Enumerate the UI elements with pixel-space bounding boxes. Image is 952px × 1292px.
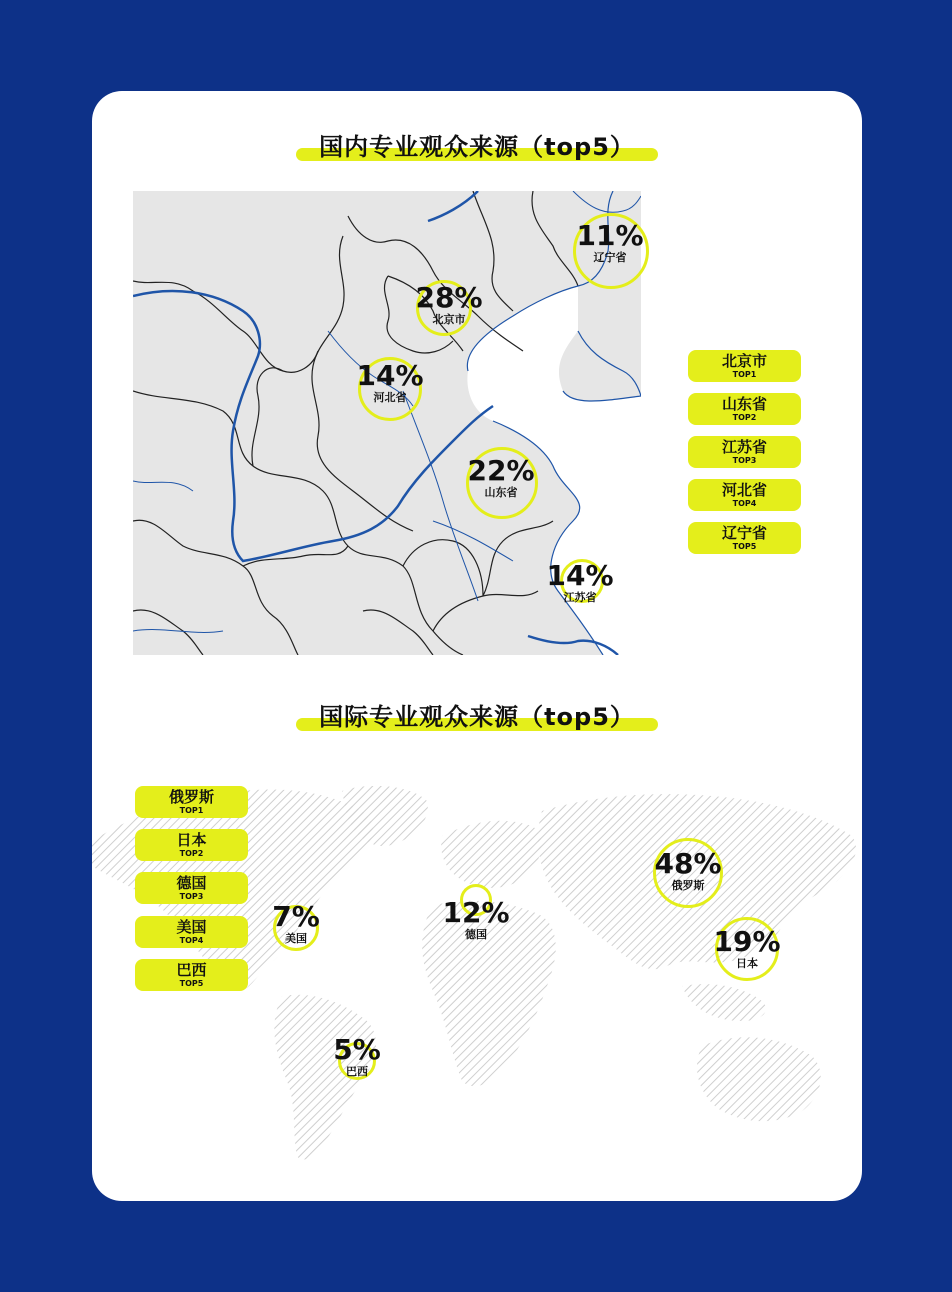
legend-name: 俄罗斯 [168,788,214,806]
marker-usa [246,902,346,945]
legend-name: 德国 [176,874,207,892]
marker-percent: 12% [442,896,510,929]
legend-rank: TOP1 [179,806,204,815]
marker-label: 河北省 [373,391,407,404]
marker-percent: 14% [546,559,614,592]
international-section-title: 国际专业观众来源（top5） [319,703,635,731]
domestic-legend-item-5 [688,522,801,554]
marker-percent: 48% [654,847,722,880]
marker-label: 江苏省 [563,591,597,604]
marker-label: 德国 [465,928,487,941]
domestic-legend-item-1 [688,350,801,382]
legend-name: 巴西 [176,961,207,979]
marker-percent: 22% [467,454,535,487]
legend-rank: TOP1 [732,370,757,379]
marker-beijing [399,283,499,326]
marker-brazil [307,1035,407,1078]
legend-rank: TOP3 [732,456,757,465]
domestic-section-title: 国内专业观众来源（top5） [319,133,635,161]
marker-label: 山东省 [484,486,518,499]
marker-label: 北京市 [432,313,466,326]
marker-russia [638,849,738,892]
legend-name: 日本 [176,831,207,849]
legend-name: 江苏省 [721,438,767,456]
marker-japan [697,927,797,970]
domestic-legend-item-3 [688,436,801,468]
marker-liaoning [560,221,660,264]
marker-percent: 28% [415,281,483,314]
legend-name: 山东省 [721,395,767,413]
legend-rank: TOP2 [179,849,204,858]
intl-legend-item-4 [135,916,248,948]
marker-label: 日本 [736,957,758,970]
marker-percent: 19% [713,925,781,958]
domestic-legend-item-2 [688,393,801,425]
marker-label: 巴西 [346,1065,368,1078]
legend-rank: TOP5 [732,542,757,551]
legend-name: 辽宁省 [721,524,767,542]
intl-legend-item-2 [135,829,248,861]
legend-rank: TOP4 [732,499,757,508]
intl-legend-item-1 [135,786,248,818]
marker-percent: 5% [333,1033,381,1066]
marker-label: 俄罗斯 [671,879,705,892]
legend-name: 北京市 [721,352,767,370]
legend-name: 美国 [176,918,207,936]
marker-percent: 14% [356,359,424,392]
legend-name: 河北省 [721,481,767,499]
legend-rank: TOP2 [732,413,757,422]
marker-germany [426,898,526,941]
marker-jiangsu [530,561,630,604]
legend-rank: TOP3 [179,892,204,901]
marker-hebei [340,361,440,404]
intl-legend-item-5 [135,959,248,991]
legend-rank: TOP5 [179,979,204,988]
domestic-legend-item-4 [688,479,801,511]
marker-percent: 11% [576,219,644,252]
marker-label: 辽宁省 [593,251,627,264]
marker-label: 美国 [285,932,307,945]
marker-shandong [451,456,551,499]
intl-legend-item-3 [135,872,248,904]
infographic-card [92,91,862,1201]
legend-rank: TOP4 [179,936,204,945]
marker-percent: 7% [272,900,320,933]
